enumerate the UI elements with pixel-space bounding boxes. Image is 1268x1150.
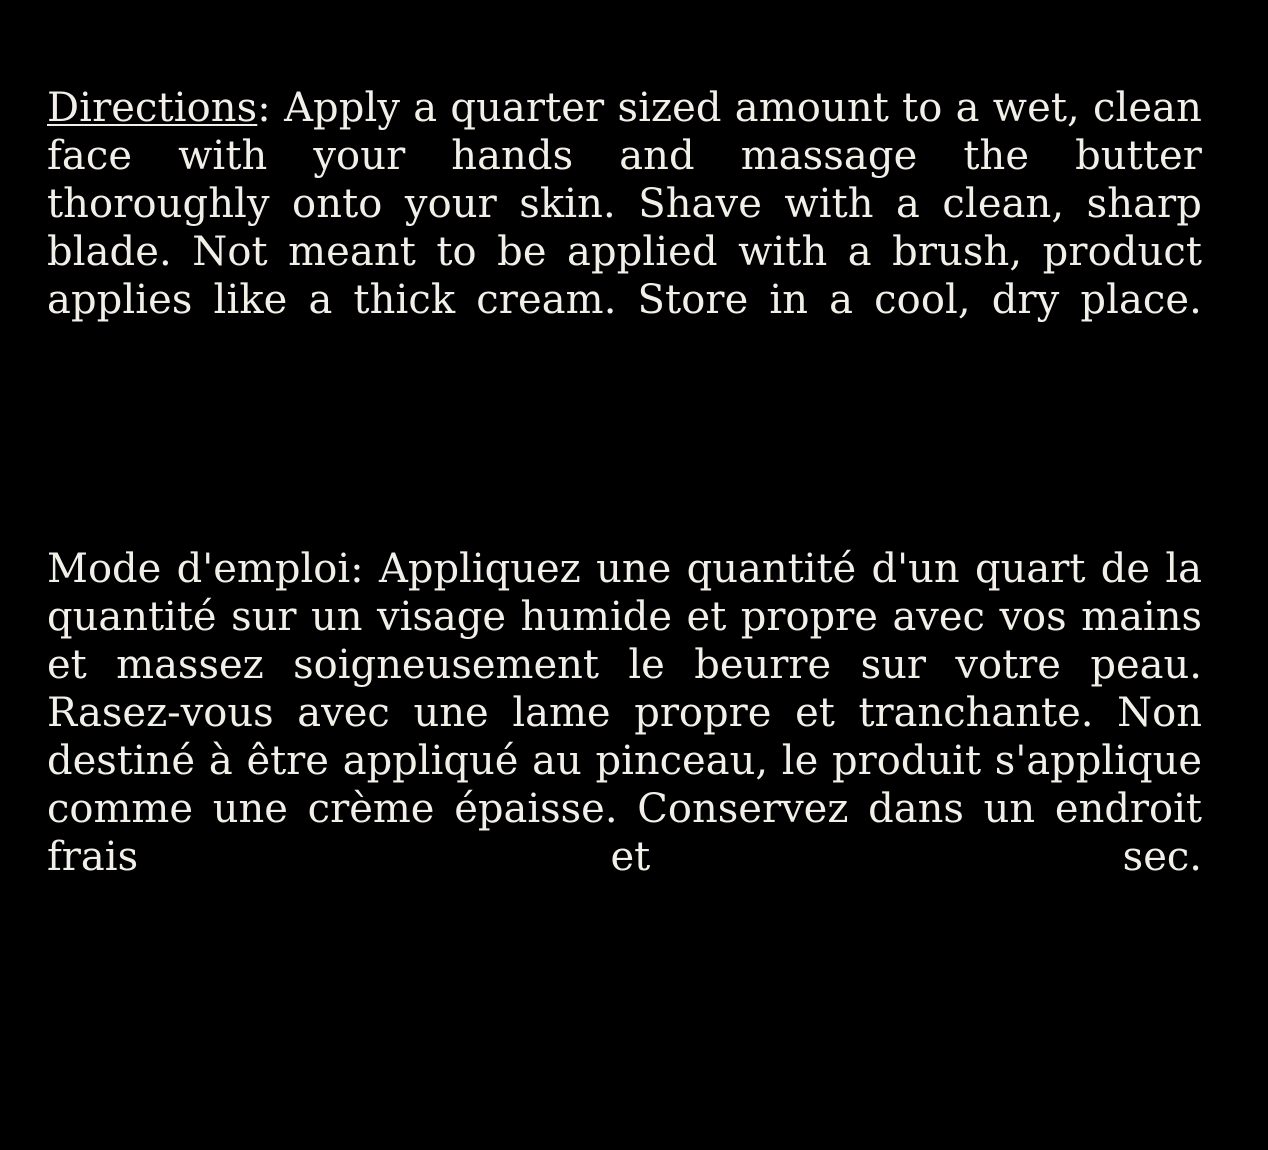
directions-body: Apply a quarter sized amount to a wet, clean face with your hands and massage the butter thoroughly onto your skin. Shave with a clean, sharp blade. Not meant to be applied with a brush, product applies like a thick cream. Store in a cool, dry place.: [47, 85, 1202, 323]
mode-demploi-body: Appliquez une quantité d'un quart de la quantité sur un visage humide et propre avec vos mains et massez soigneusement le beurre sur votre peau. Rasez-vous avec une lame propre et tranchante. Non destiné à être appliqué au pinceau, le produit s'applique comme une crème épaisse. Conservez dans un endroit frais et sec.: [47, 546, 1202, 880]
directions-label: Directions: [47, 85, 258, 131]
mode-demploi-separator: :: [350, 546, 379, 592]
directions-paragraph: [47, 84, 1202, 372]
section-spacer: [47, 412, 1202, 505]
mode-demploi-paragraph: [47, 545, 1202, 929]
mode-demploi-label: Mode d'emploi: [47, 546, 351, 592]
directions-separator: :: [257, 85, 285, 131]
